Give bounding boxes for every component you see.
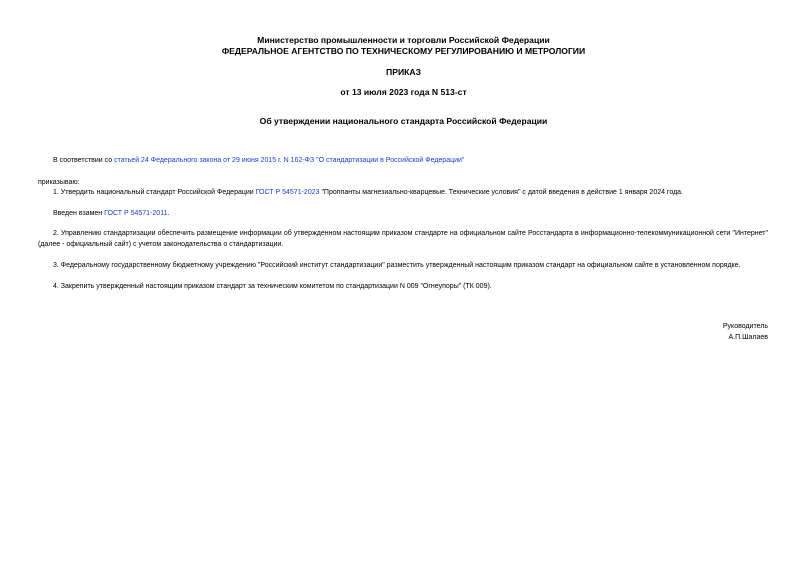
- item-1-paragraph: [38, 188, 768, 199]
- basis-paragraph: [38, 156, 768, 167]
- basis-prefix: В соответствии со: [53, 157, 115, 164]
- item-1-prefix: 1. Утвердить национальный стандарт Российской Федерации: [53, 189, 256, 196]
- federal-law-link[interactable]: статьей 24 Федерального закона от 29 июня 2015 г. N 162-ФЗ "О стандартизации в Российской Федерации": [114, 157, 465, 164]
- document-type: ПРИКАЗ: [386, 67, 421, 77]
- item-1-suffix: "Проппанты магнезиально-кварцевые. Технические условия" с датой введения в действие 1 января 2024 года.: [319, 189, 683, 196]
- replaced-prefix: Введен взамен: [53, 210, 105, 217]
- replaced-paragraph: [38, 209, 768, 220]
- item-3-paragraph: 3. Федеральному государственному бюджетному учреждению "Российский институт стандартизации" разместить утвержденный настоящим приказом стандарт на официальном сайте в установленном порядке.: [53, 262, 741, 269]
- gost-2011-link[interactable]: ГОСТ Р 54571-2011: [104, 210, 168, 217]
- replaced-suffix: .: [167, 210, 170, 217]
- ministry-name: Министерство промышленности и торговли Российской Федерации: [257, 35, 550, 45]
- item-4-paragraph: 4. Закрепить утвержденный настоящим приказом стандарт за техническим комитетом по стандартизации N 009 "Огнеупоры" (ТК 009).: [53, 283, 492, 290]
- document-subject: Об утверждении национального стандарта Российской Федерации: [259, 116, 548, 126]
- agency-name: ФЕДЕРАЛЬНОЕ АГЕНТСТВО ПО ТЕХНИЧЕСКОМУ РЕГУЛИРОВАНИЮ И МЕТРОЛОГИИ: [221, 46, 586, 56]
- signature-role: Руководитель: [722, 323, 768, 330]
- gost-2023-link[interactable]: ГОСТ Р 54571-2023: [255, 189, 320, 196]
- signature-name: А.П.Шалаев: [728, 334, 768, 341]
- item-2-paragraph: 2. Управлению стандартизации обеспечить размещение информации об утвержденном настоящим приказом стандарте на официальном сайте Росстандарта в информационно-телекоммуникационной сети "Интернет" (далее - официальный сайт) с учетом законодательства о стандартизации.: [38, 230, 768, 248]
- order-word: приказываю:: [38, 179, 80, 186]
- document-date-number: от 13 июля 2023 года N 513-ст: [340, 87, 467, 97]
